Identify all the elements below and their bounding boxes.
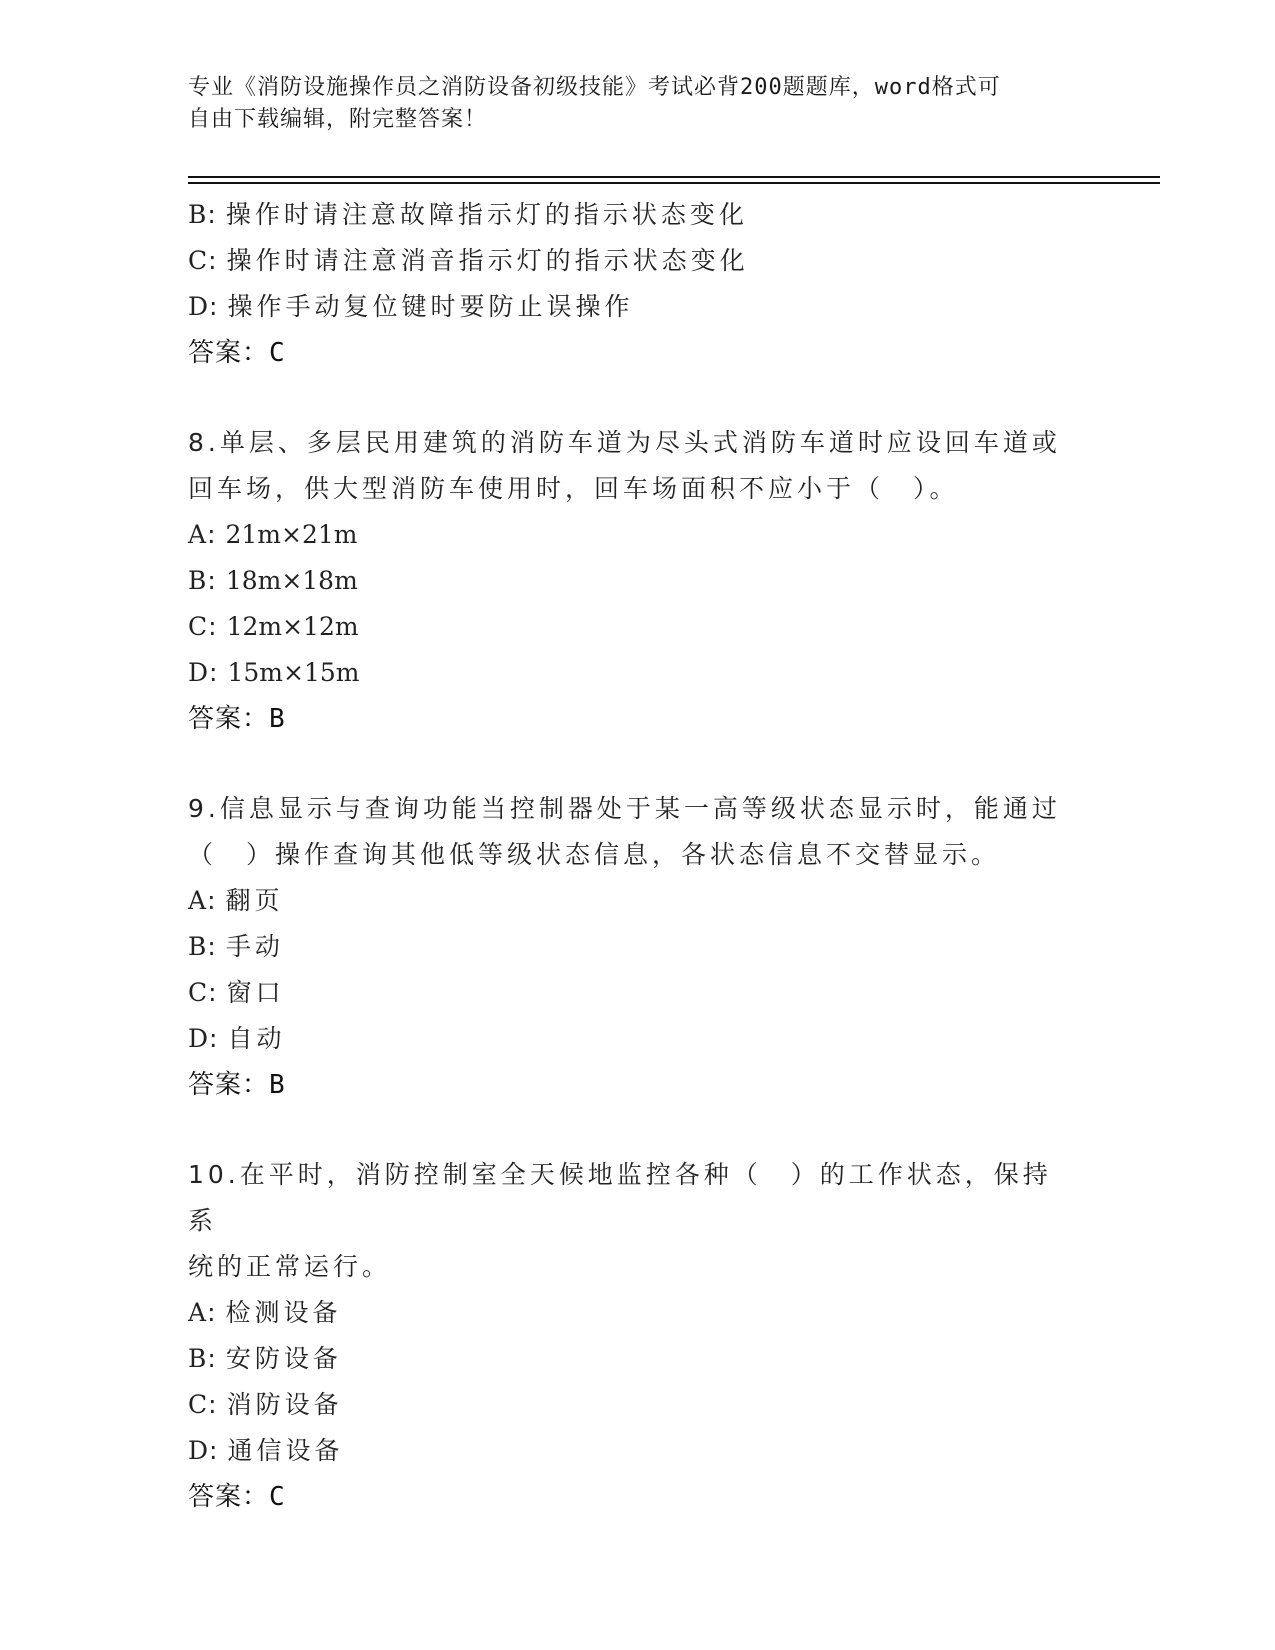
question-7-option-b: B: 操作时请注意故障指示灯的指示状态变化 (188, 200, 748, 229)
option-letter: B (188, 932, 208, 961)
header-title-line-1: 专业《消防设施操作员之消防设备初级技能》考试必背200题题库，word格式可 (188, 75, 1001, 100)
option-text: 自动 (227, 1024, 286, 1053)
option-letter: C (188, 978, 209, 1007)
option-letter: D (188, 292, 210, 321)
header-divider-top (188, 176, 1160, 178)
option-text: 通信设备 (227, 1436, 344, 1465)
header-divider-bottom (188, 182, 1160, 184)
question-7-option-d: D: 操作手动复位键时要防止误操作 (188, 292, 634, 321)
question-8-stem-line-1: 8.单层、多层民用建筑的消防车道为尽头式消防车道时应设回车道或 (188, 428, 1061, 457)
question-9-option-d: D: 自动 (188, 1024, 286, 1053)
question-9 (188, 786, 1088, 1108)
option-text: 18m×18m (225, 566, 358, 595)
question-7-answer: 答案：C (188, 338, 286, 368)
option-letter: A (188, 520, 208, 549)
option-text: 21m×21m (225, 520, 358, 549)
question-9-option-b: B: 手动 (188, 932, 284, 961)
question-10-answer: 答案：C (188, 1482, 286, 1512)
option-text: 15m×15m (227, 658, 360, 687)
question-8-stem (188, 420, 1068, 512)
question-9-answer: 答案：B (188, 1070, 286, 1100)
question-7-tail (188, 192, 1088, 376)
option-letter: D (188, 1024, 210, 1053)
question-10-stem-line-1: 10.在平时，消防控制室全天候地监控各种（ ）的工作状态，保持系 (188, 1160, 1052, 1235)
question-10-option-b: B: 安防设备 (188, 1344, 342, 1373)
question-10-stem-line-2: 统的正常运行。 (188, 1252, 392, 1281)
question-8-option-b: B: 18m×18m (188, 566, 358, 595)
option-text: 窗口 (226, 978, 285, 1007)
option-text: 手动 (225, 932, 284, 961)
option-letter: C (188, 1390, 209, 1419)
question-list (188, 192, 1088, 1520)
option-text: 操作时请注意消音指示灯的指示状态变化 (226, 246, 749, 275)
option-letter: A (188, 886, 208, 915)
option-letter: C (188, 246, 209, 275)
option-letter: C (188, 612, 209, 641)
option-text: 翻页 (225, 886, 284, 915)
option-text: 12m×12m (226, 612, 359, 641)
question-9-option-a: A: 翻页 (188, 886, 284, 915)
question-8-stem-line-2: 回车场，供大型消防车使用时，回车场面积不应小于（ ）。 (188, 474, 959, 503)
option-text: 安防设备 (225, 1344, 342, 1373)
option-text: 操作时请注意故障指示灯的指示状态变化 (225, 200, 748, 229)
question-8-option-d: D: 15m×15m (188, 658, 360, 687)
question-10-option-c: C: 消防设备 (188, 1390, 343, 1419)
question-9-stem-line-2: （ ）操作查询其他低等级状态信息，各状态信息不交替显示。 (188, 840, 1001, 869)
option-text: 操作手动复位键时要防止误操作 (227, 292, 634, 321)
option-letter: B (188, 1344, 208, 1373)
question-10 (188, 1152, 1088, 1520)
document-header (188, 72, 1068, 136)
question-9-stem (188, 786, 1068, 878)
question-10-option-d: D: 通信设备 (188, 1436, 344, 1465)
question-9-option-c: C: 窗口 (188, 978, 285, 1007)
option-letter: B (188, 200, 208, 229)
question-8-option-a: A: 21m×21m (188, 520, 358, 549)
question-8-answer: 答案：B (188, 704, 286, 734)
question-7-option-c: C: 操作时请注意消音指示灯的指示状态变化 (188, 246, 749, 275)
question-8-option-c: C: 12m×12m (188, 612, 359, 641)
option-letter: B (188, 566, 208, 595)
question-8 (188, 420, 1088, 742)
option-text: 检测设备 (225, 1298, 342, 1327)
header-title-line-2: 自由下载编辑，附完整答案！ (188, 107, 488, 132)
question-9-stem-line-1: 9.信息显示与查询功能当控制器处于某一高等级状态显示时，能通过 (188, 794, 1061, 823)
option-letter: A (188, 1298, 208, 1327)
option-text: 消防设备 (226, 1390, 343, 1419)
question-10-stem (188, 1152, 1068, 1290)
option-letter: D (188, 658, 210, 687)
option-letter: D (188, 1436, 210, 1465)
question-10-option-a: A: 检测设备 (188, 1298, 342, 1327)
